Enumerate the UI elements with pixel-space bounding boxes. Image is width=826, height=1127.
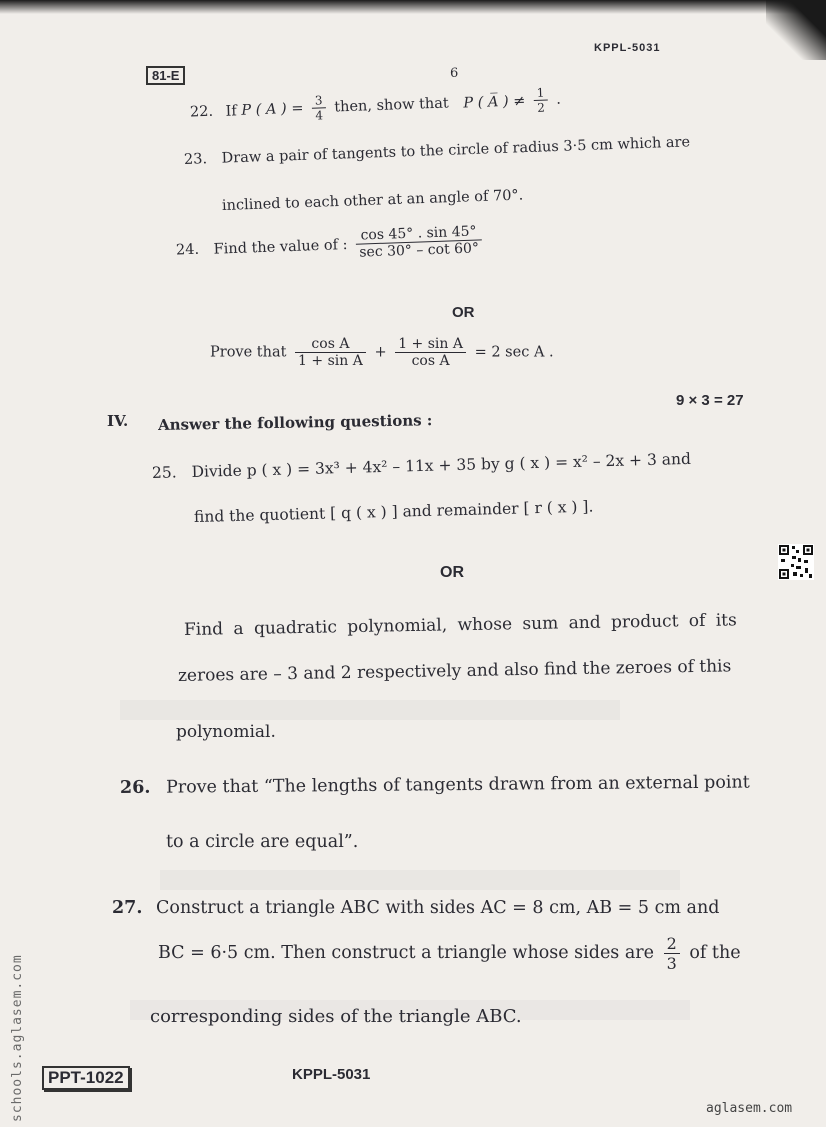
question-23: 23. Draw a pair of tangents to the circle of radius 3·5 cm which are: [183, 134, 691, 168]
footer-code-mid: KPPL-5031: [292, 1066, 371, 1083]
or-label: OR: [452, 304, 475, 321]
page-number: 6: [450, 66, 459, 81]
fraction: $\frac{2}{3}$: [664, 934, 680, 973]
question-26: 26. Prove that “The lengths of tangents drawn from an external point: [119, 772, 750, 798]
question-24: 24. Find the value of : $\frac{\cos 45^\circ . \sin 45^\circ}{\sec 30^\circ - \cot 60^\circ}$: [175, 223, 486, 267]
or-label: OR: [440, 564, 464, 581]
question-22: 22. If P ( A ) = $\frac{3}{4}$ then, show that P ( A̅ ) ≠ $\frac{1}{2}$ .: [189, 85, 562, 123]
page-corner-shadow: [766, 0, 826, 60]
question-27-line2: BC = 6·5 cm. Then construct a triangle whose sides are $\frac{2}{3}$ of the: [158, 934, 741, 973]
section-roman: IV.: [107, 412, 129, 430]
question-25-line2: find the quotient [ q ( x ) ] and remainder [ r ( x ) ].: [193, 497, 594, 526]
question-25-alt-line1: Find a quadratic polynomial, whose sum and product of its: [183, 610, 737, 640]
section-title: Answer the following questions :: [157, 411, 433, 434]
section-marks: 9 × 3 = 27: [676, 392, 744, 409]
question-number: 26.: [119, 777, 151, 798]
question-25: 25. Divide p ( x ) = 3x³ + 4x² – 11x + 35 by g ( x ) = x² – 2x + 3 and: [151, 449, 692, 482]
question-27-line3: corresponding sides of the triangle ABC.: [150, 1006, 522, 1027]
watermark-right: aglasem.com: [706, 1101, 793, 1116]
question-number: 24.: [175, 241, 200, 259]
fraction: $\frac{3}{4}$: [312, 93, 327, 122]
page-top-shadow: [0, 0, 826, 14]
fraction: $\frac{1}{2}$: [534, 86, 549, 115]
question-27: 27. Construct a triangle ABC with sides AC = 8 cm, AB = 5 cm and: [112, 898, 720, 918]
fraction: $\frac{\text{1 + sin A}}{\text{cos A}}$: [395, 336, 466, 369]
bleed-through-shadow: [160, 870, 680, 890]
question-number: 27.: [112, 898, 143, 918]
question-23-line2: inclined to each other at an angle of 70°.: [221, 187, 524, 214]
fraction: $\frac{\cos 45^\circ . \sin 45^\circ}{\sec 30^\circ - \cot 60^\circ}$: [355, 223, 482, 260]
paper-code-top: KPPL-5031: [594, 42, 661, 54]
subject-code-box: 81-E: [146, 66, 185, 85]
question-25-alt-line3: polynomial.: [176, 722, 276, 742]
question-number: 22.: [189, 103, 214, 121]
footer-code-left: PPT-1022: [42, 1066, 130, 1090]
question-number: 23.: [183, 151, 208, 168]
question-number: 25.: [151, 463, 177, 482]
bleed-through-shadow: [120, 700, 620, 720]
qr-code-icon: [778, 544, 814, 580]
fraction: $\frac{\text{cos A}}{\text{1 + sin A}}$: [295, 336, 366, 369]
question-25-alt-line2: zeroes are – 3 and 2 respectively and also find the zeroes of this: [177, 656, 732, 686]
question-24-alt: Prove that $\frac{\text{cos A}}{\text{1 + sin A}}$ + $\frac{\text{1 + sin A}}{\text{cos A}}$ = 2 sec A .: [210, 336, 554, 369]
side-watermark: schools.aglasem.com: [10, 954, 25, 1122]
question-26-line2: to a circle are equal”.: [166, 832, 359, 852]
